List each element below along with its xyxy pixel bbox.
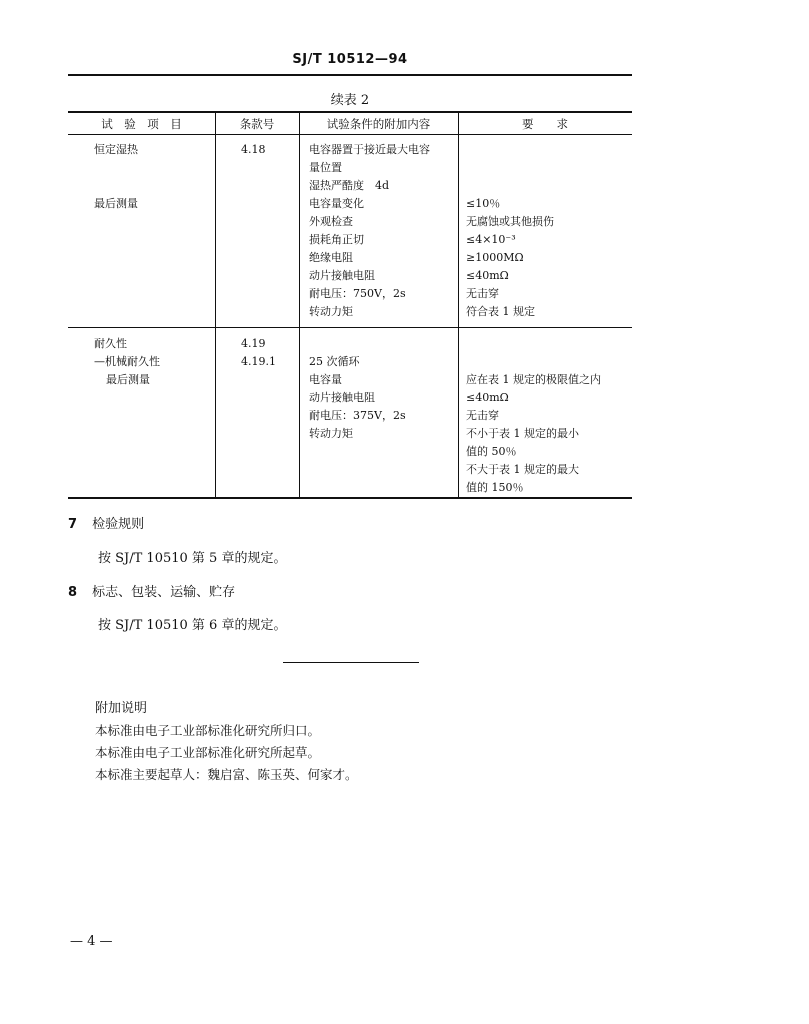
continued-table [68,111,632,499]
condition-list [309,141,430,321]
column-divider [458,113,459,497]
requirement-line: 不小于表 1 规定的最小 [466,427,579,440]
header-row-rule [68,134,632,135]
condition-line: 动片接触电阻 [309,391,375,404]
section-heading [68,513,144,532]
condition-line: 25 次循环 [309,355,360,368]
section-body: 按 SJ/T 10510 第 6 章的规定。 [98,618,287,633]
condition-line: 电容量 [309,373,342,386]
page-number: — 4 — [70,934,113,949]
condition-line: 耐电压：375V，2s [309,409,406,422]
test-item-list [94,335,160,389]
column-header-item: 试 验 项 目 [101,117,182,131]
clause-number: 4.18 [241,143,266,156]
requirement-line: 无击穿 [466,287,499,300]
requirement-line: ≤40mΩ [466,269,509,282]
requirement-line: 应在表 1 规定的极限值之内 [466,373,601,386]
section-title: 标志、包装、运输、贮存 [92,585,236,600]
standard-number: SJ/T 10512—94 [292,52,408,67]
requirement-line: ≤10％ [466,197,501,210]
condition-line: 湿热严酷度 4d [309,179,390,192]
section-heading [68,581,235,600]
condition-line: 损耗角正切 [309,233,364,246]
end-rule [283,662,419,663]
column-divider [299,113,300,497]
notes-heading: 附加说明 [95,701,148,716]
condition-line: 外观检查 [309,215,353,228]
table-title: 续表 2 [330,93,370,108]
notes-line: 本标准由电子工业部标准化研究所起草。 [95,745,321,760]
requirement-line: ≤40mΩ [466,391,509,404]
requirement-line: 值的 50％ [466,445,517,458]
section-number: 8 [68,585,78,600]
requirement-line: 无击穿 [466,409,499,422]
condition-line: 转动力矩 [309,305,353,318]
additional-notes [95,698,358,786]
condition-line: 绝缘电阻 [309,251,353,264]
clause-number: 4.19 [241,337,266,350]
section-title: 检验规则 [92,517,145,532]
notes-line: 本标准由电子工业部标准化研究所归口。 [95,723,321,738]
header-rule [68,74,632,76]
column-header-clause: 条款号 [239,117,275,131]
requirement-line: ≤4×10⁻³ [466,233,516,246]
condition-list [309,335,406,443]
condition-line: 动片接触电阻 [309,269,375,282]
test-item: 耐久性 [94,337,127,350]
section-row-rule [68,327,632,328]
column-header-requirements: 要 求 [522,117,568,131]
test-item: 最后测量 [94,197,138,210]
requirement-line: 无腐蚀或其他损伤 [466,215,554,228]
requirement-list [466,141,554,321]
column-header-conditions: 试验条件的附加内容 [326,117,431,131]
test-item-list [94,141,138,213]
column-divider [215,113,216,497]
requirement-line: 值的 150％ [466,481,524,494]
test-item: 最后测量 [106,373,150,386]
condition-line: 量位置 [309,161,342,174]
condition-line: 电容器置于接近最大电容 [309,143,430,156]
requirement-line: ≥1000MΩ [466,251,524,264]
notes-line: 本标准主要起草人：魏启富、陈玉英、何家才。 [95,767,358,782]
requirement-list [466,335,601,497]
requirement-line: 符合表 1 规定 [466,305,535,318]
condition-line: 转动力矩 [309,427,353,440]
clause-number: 4.19.1 [241,355,276,368]
requirement-line: 不大于表 1 规定的最大 [466,463,579,476]
condition-line: 电容量变化 [309,197,364,210]
condition-line: 耐电压：750V，2s [309,287,406,300]
clause-list [241,335,276,371]
section-body: 按 SJ/T 10510 第 5 章的规定。 [98,551,287,566]
section-number: 7 [68,517,78,532]
test-item: —机械耐久性 [94,355,160,368]
test-item: 恒定湿热 [94,143,138,156]
clause-list [241,141,266,159]
